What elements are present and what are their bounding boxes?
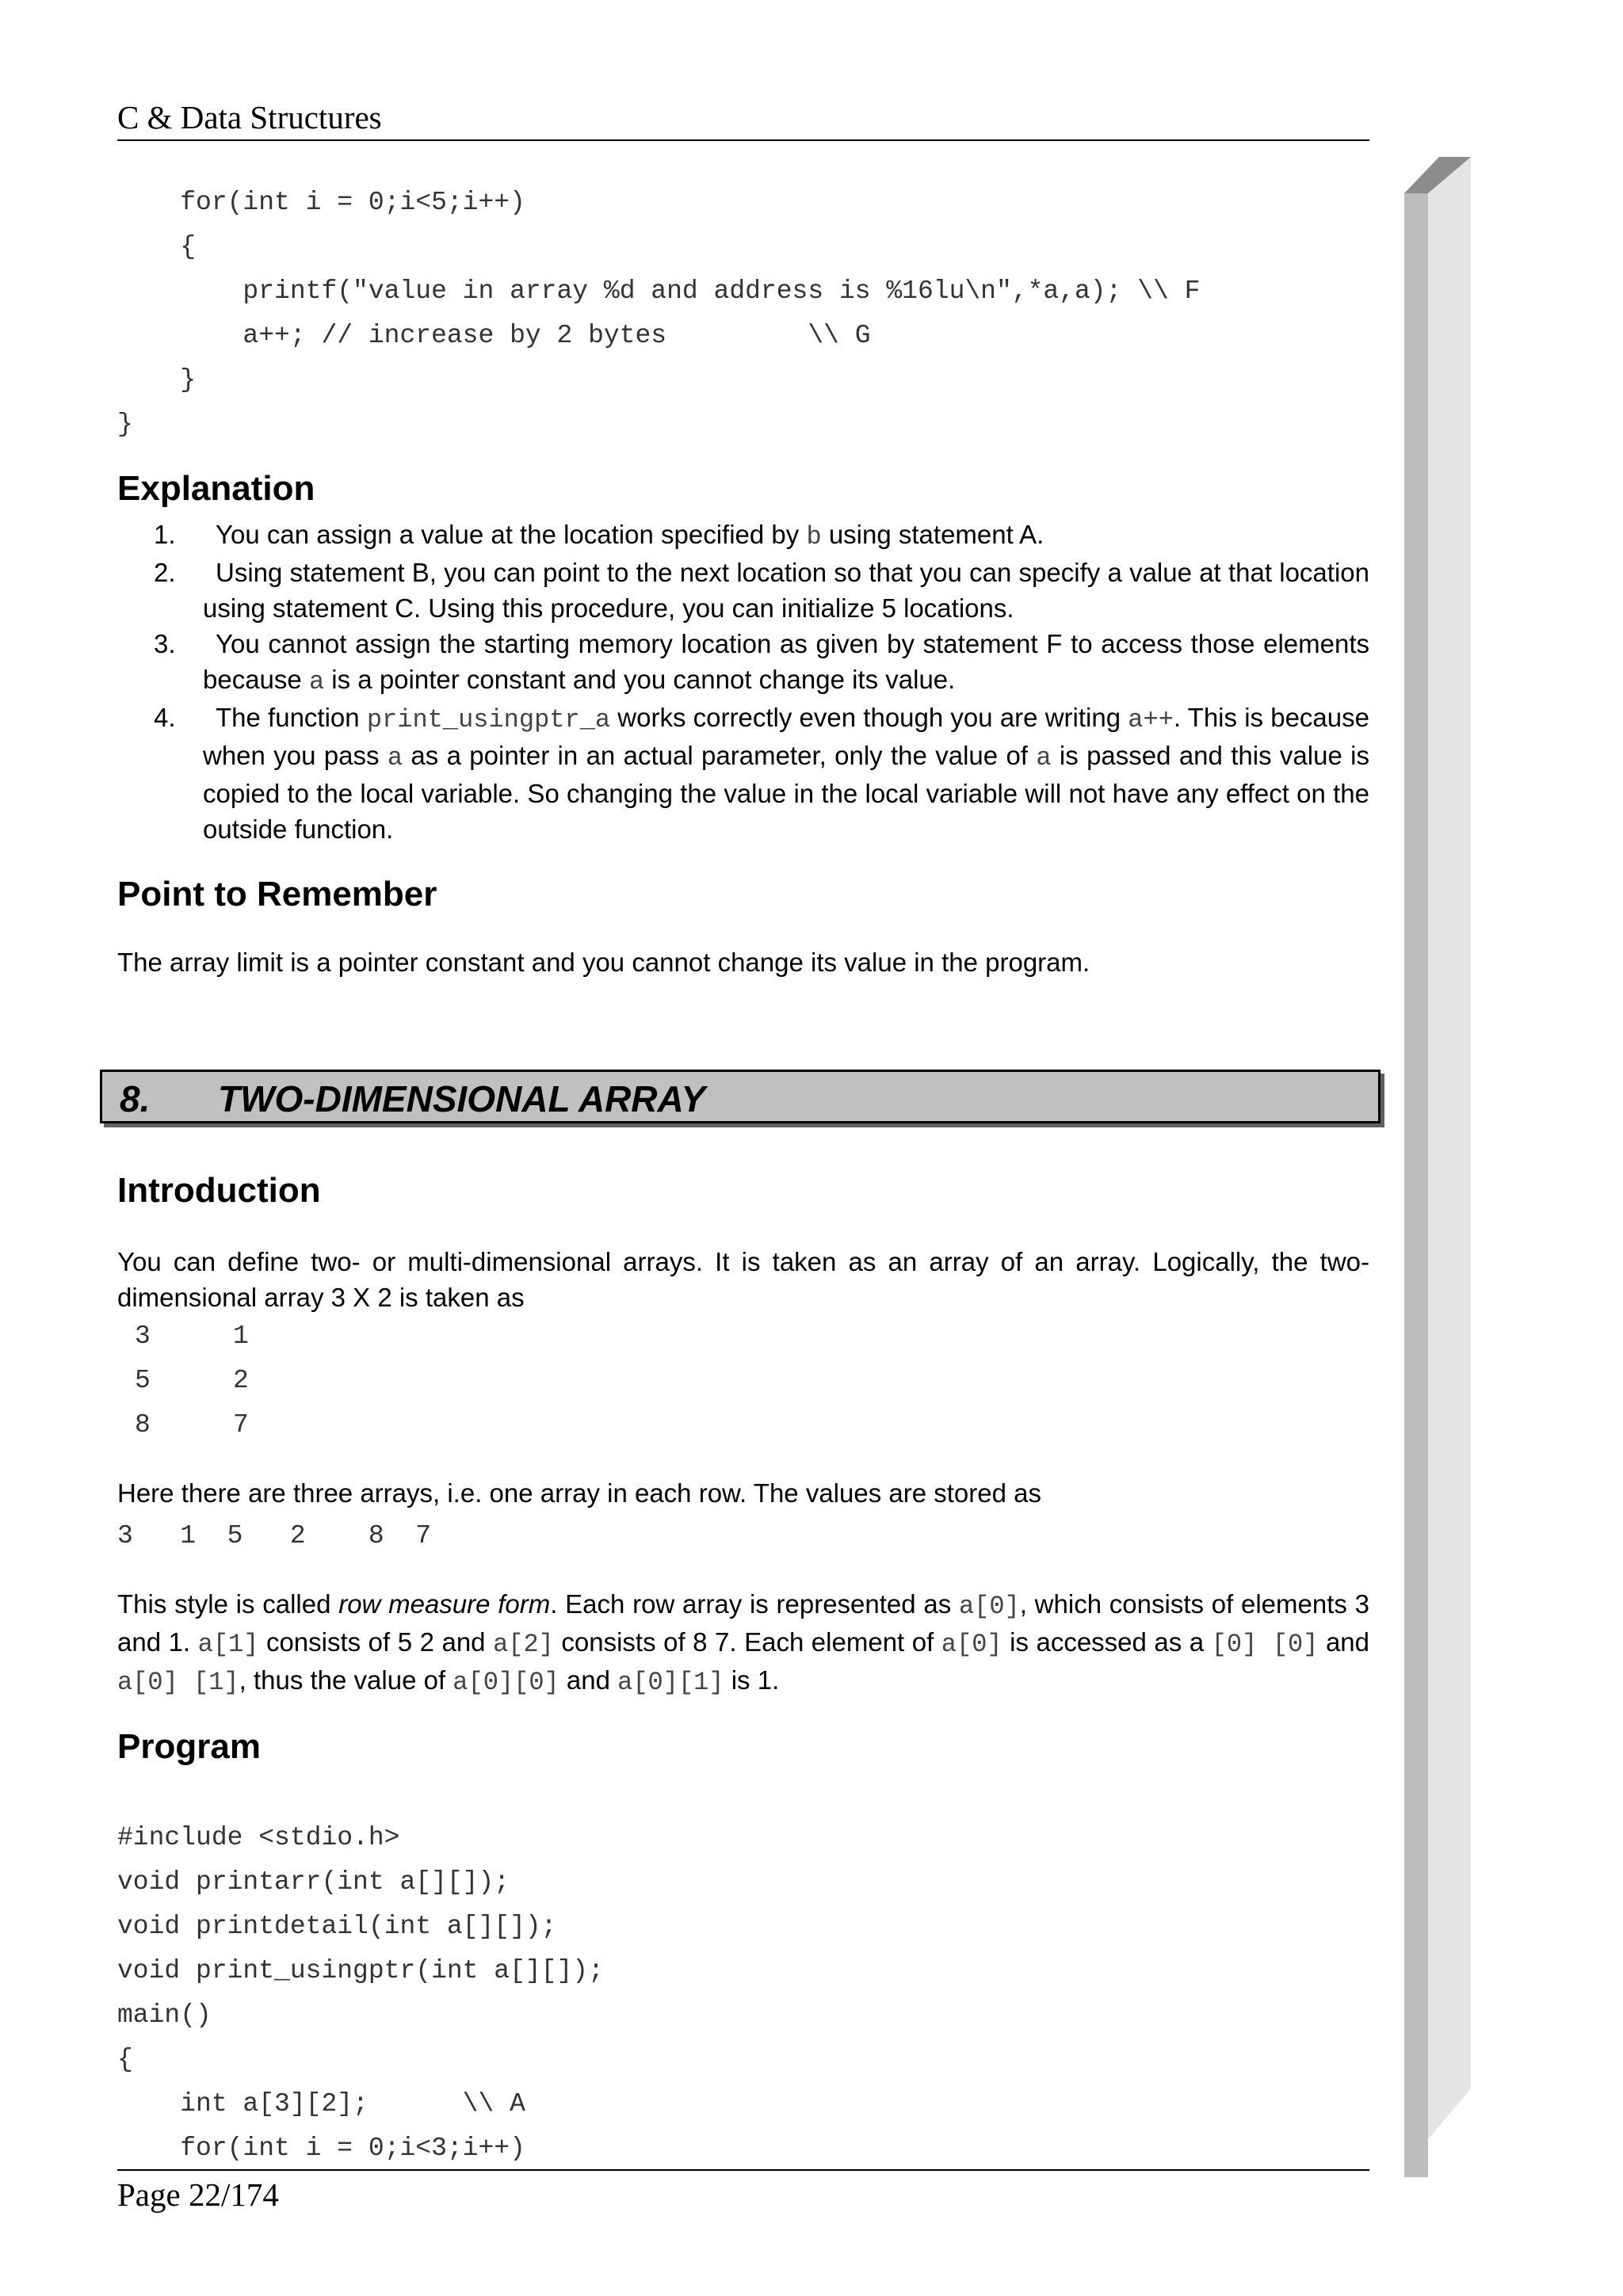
matrix-row: 5 2 — [135, 1366, 249, 1395]
list-number: 3. — [154, 629, 176, 658]
code-line: } — [117, 410, 133, 439]
program-code-listing — [117, 1816, 604, 2171]
list-item: 3. You cannot assign the starting memory location as given by statement F to access those elements because a is a pointer constant and you cannot change its value. — [117, 626, 1369, 700]
code-line: void printarr(int a[][]); — [117, 1867, 510, 1897]
list-item: 4. The function print_usingptr_a works correctly even though you are writing a++. This is because when you pass a as a pointer in an actual parameter, only the value of a is passed and this value is copied to the local variable. So changing the value in the local variable will not have any effect on the outside function. — [117, 700, 1369, 847]
introduction-heading: Introduction — [117, 1171, 321, 1210]
stored-values: 3 1 5 2 8 7 — [117, 1521, 432, 1550]
matrix-example — [135, 1322, 249, 1455]
code-line: void print_usingptr(int a[][]); — [117, 1956, 604, 1985]
list-number: 2. — [154, 558, 176, 587]
code-line: } — [117, 365, 197, 395]
list-number: 4. — [154, 703, 176, 732]
explanation-list — [117, 517, 1369, 847]
list-item: 2. Using statement B, you can point to the next location so that you can specify a value at that location using statement C. Using this procedure, you can initialize 5 locations. — [117, 555, 1369, 626]
stored-intro-text: Here there are three arrays, i.e. one array in each row. The values are stored as — [117, 1478, 1041, 1508]
code-line: { — [117, 232, 197, 261]
code-listing-continued — [117, 181, 1200, 447]
remember-heading: Point to Remember — [117, 875, 437, 913]
footer-rule — [117, 2169, 1369, 2171]
code-line: main() — [117, 2000, 212, 2030]
list-number: 1. — [154, 520, 176, 549]
page-side-bar-decoration — [1404, 155, 1471, 2177]
running-header: C & Data Structures — [117, 99, 382, 135]
code-line: void printdetail(int a[][]); — [117, 1912, 557, 1941]
section-title: TWO-DIMENSIONAL ARRAY — [218, 1078, 706, 1119]
code-line: for(int i = 0;i<3;i++) — [117, 2134, 525, 2163]
list-item: 1. You can assign a value at the location specified by b using statement A. — [117, 517, 1369, 555]
code-line: int a[3][2]; \\ A — [117, 2089, 525, 2119]
page-number: Page 22/174 — [117, 2176, 279, 2213]
matrix-row: 3 1 — [135, 1322, 249, 1351]
code-line: printf("value in array %d and address is %16lu\n",*a,a); \\ F — [117, 277, 1201, 306]
program-heading: Program — [117, 1727, 261, 1766]
section-banner — [100, 1070, 1381, 1123]
code-line: #include <stdio.h> — [117, 1823, 400, 1852]
code-line: for(int i = 0;i<5;i++) — [117, 188, 525, 217]
row-measure-paragraph: This style is called row measure form. Each row array is represented as a[0], which consists of elements 3 and 1. a[1] consists of 5 2 and a[2] consists of 8 7. Each element of a[0] is accessed as a [0] [0] and a[0] [1], thus the value of a[0][0] and a[0][1] is 1. — [117, 1589, 1370, 1697]
explanation-heading: Explanation — [117, 469, 315, 508]
code-line: { — [117, 2045, 133, 2074]
matrix-row: 8 7 — [135, 1410, 249, 1440]
section-number: 8. — [120, 1078, 151, 1119]
introduction-text: You can define two- or multi-dimensional arrays. It is taken as an array of an array. Logically, the two-dimensional array 3 X 2 is taken as — [117, 1247, 1369, 1312]
header-rule — [117, 139, 1369, 141]
code-line: a++; // increase by 2 bytes \\ G — [117, 321, 871, 350]
remember-text: The array limit is a pointer constant and you cannot change its value in the program. — [117, 948, 1090, 977]
